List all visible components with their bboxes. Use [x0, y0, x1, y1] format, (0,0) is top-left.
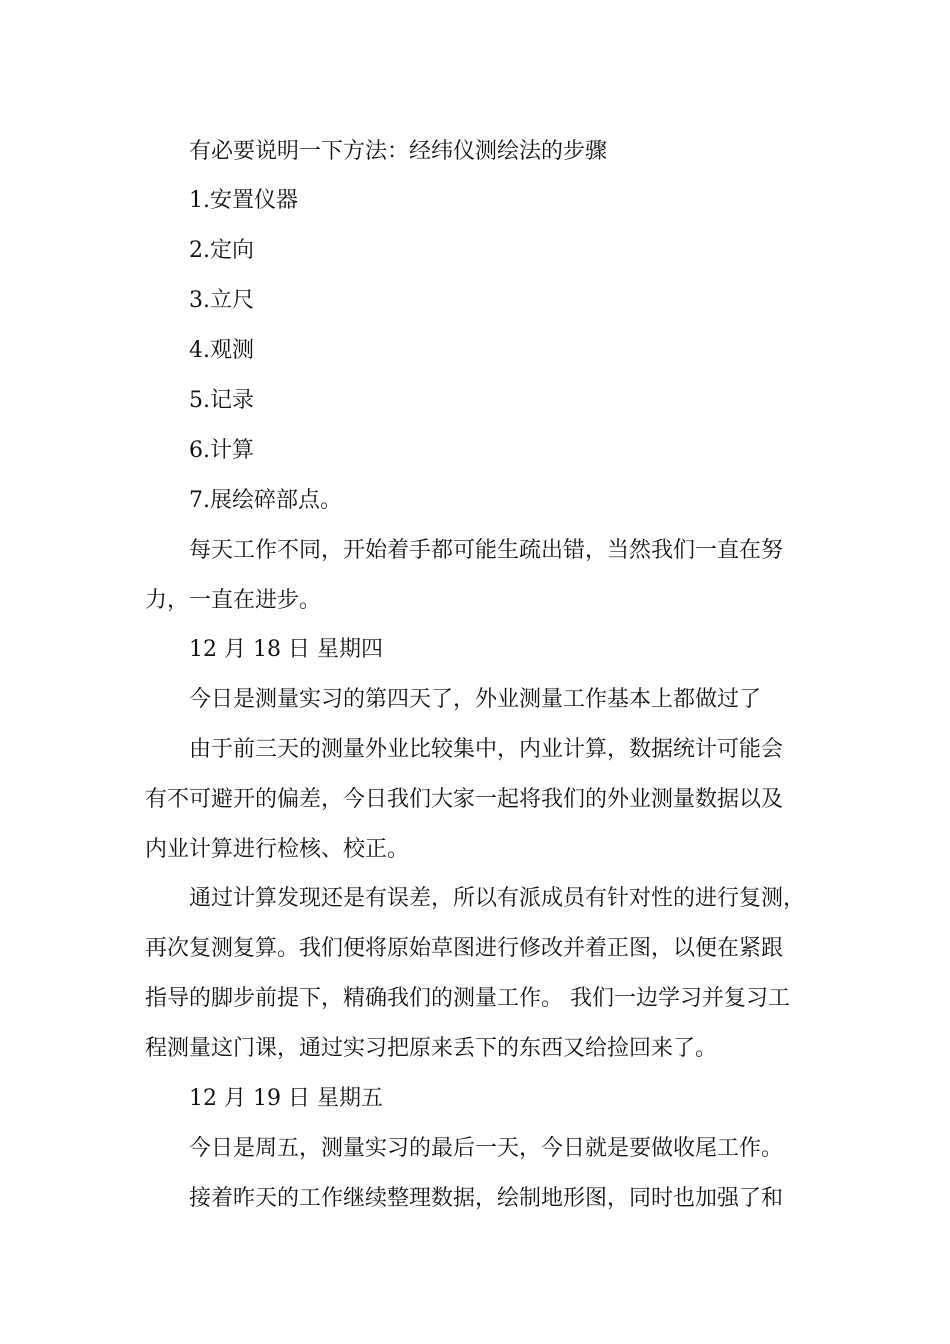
text-line: 有不可避开的偏差，今日我们大家一起将我们的外业测量数据以及 [145, 787, 784, 812]
date-heading: 12 月 19 日 星期五 [189, 1086, 383, 1111]
step-item: 1.安置仪器 [189, 188, 298, 213]
text-line: 有必要说明一下方法：经纬仪测绘法的步骤 [189, 139, 608, 164]
text-line: 接着昨天的工作继续整理数据，绘制地形图，同时也加强了和 [189, 1186, 784, 1211]
text-line: 力，一直在进步。 [145, 588, 322, 613]
text-line: 每天工作不同，开始着手都可能生疏出错，当然我们一直在努 [189, 538, 784, 563]
step-item: 2.定向 [189, 238, 254, 263]
text-line: 由于前三天的测量外业比较集中，内业计算，数据统计可能会 [189, 737, 784, 762]
step-item: 3.立尺 [189, 288, 254, 313]
text-line: 程测量这门课，通过实习把原来丢下的东西又给捡回来了。 [145, 1036, 718, 1061]
text-line: 内业计算进行检核、校正。 [145, 837, 410, 862]
step-item: 4.观测 [189, 338, 254, 363]
step-item: 5.记录 [189, 388, 254, 413]
step-item: 7.展绘碎部点。 [189, 488, 342, 513]
date-heading: 12 月 18 日 星期四 [189, 637, 383, 662]
text-line: 今日是测量实习的第四天了，外业测量工作基本上都做过了 [189, 687, 762, 712]
text-line: 今日是周五，测量实习的最后一天，今日就是要做收尾工作。 [189, 1136, 784, 1161]
text-line: 指导的脚步前提下，精确我们的测量工作。 我们一边学习并复习工 [145, 986, 790, 1011]
text-line: 再次复测复算。我们便将原始草图进行修改并着正图，以便在紧跟 [145, 936, 784, 961]
text-line: 通过计算发现还是有误差，所以有派成员有针对性的进行复测， [189, 886, 806, 911]
step-item: 6.计算 [189, 438, 254, 463]
